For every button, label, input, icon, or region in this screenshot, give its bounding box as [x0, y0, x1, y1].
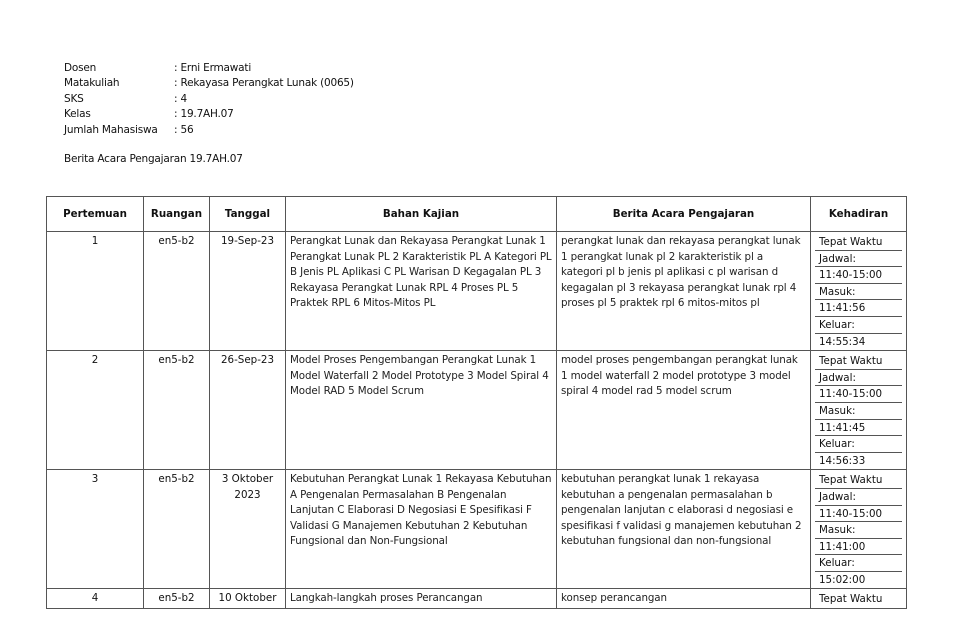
kehadiran-jadwal-value: 11:40-15:00: [815, 506, 902, 523]
cell-kehadiran: [811, 232, 907, 351]
jumlah-mahasiswa-label: Jumlah Mahasiswa: [64, 123, 158, 136]
header-kehadiran: Kehadiran: [811, 197, 907, 232]
cell-ruangan: en5-b2: [144, 470, 210, 589]
cell-ruangan: en5-b2: [144, 589, 210, 609]
header-tanggal: Tanggal: [210, 197, 286, 232]
table-header-row: [47, 197, 907, 232]
cell-bahan-kajian: Kebutuhan Perangkat Lunak 1 Rekayasa Kebutuhan A Pengenalan Permasalahan B Pengenalan Lanjutan C Elaborasi D Negosiasi E Spesifikasi F Validasi G Manajemen Kebutuhan 2 Kebutuhan Fungsional dan Non-Fungsional: [286, 470, 557, 589]
kehadiran-keluar-value: 14:56:33: [819, 454, 866, 467]
kehadiran-jadwal-value: 11:40-15:00: [815, 267, 902, 284]
cell-tanggal: 26-Sep-23: [210, 351, 286, 470]
jumlah-mahasiswa-value: : 56: [174, 123, 194, 136]
cell-berita-acara: model proses pengembangan perangkat lunak 1 model waterfall 2 model prototype 3 model spiral 4 model rad 5 model scrum: [557, 351, 811, 470]
info-dosen: [64, 61, 354, 76]
header-bahan-kajian: Bahan Kajian: [286, 197, 557, 232]
kehadiran-jadwal-label: Jadwal:: [815, 251, 902, 268]
kehadiran-jadwal-value: 11:40-15:00: [815, 386, 902, 403]
kehadiran-keluar-label: Keluar:: [815, 436, 902, 453]
kehadiran-jadwal-label: Jadwal:: [815, 370, 902, 387]
info-kelas: [64, 107, 354, 122]
sks-value: : 4: [174, 92, 187, 105]
course-info: [64, 61, 354, 138]
kehadiran-masuk-value: 11:41:45: [815, 420, 902, 437]
kehadiran-masuk-value: 11:41:00: [815, 539, 902, 556]
cell-pertemuan: 1: [47, 232, 144, 351]
kehadiran-keluar-value: 15:02:00: [819, 573, 866, 586]
cell-ruangan: en5-b2: [144, 232, 210, 351]
kehadiran-masuk-label: Masuk:: [815, 403, 902, 420]
attendance-table: [46, 196, 907, 609]
cell-bahan-kajian: Model Proses Pengembangan Perangkat Lunak 1 Model Waterfall 2 Model Prototype 3 Model Spiral 4 Model RAD 5 Model Scrum: [286, 351, 557, 470]
kehadiran-keluar-value: 14:55:34: [819, 335, 866, 348]
kehadiran-jadwal-label: Jadwal:: [815, 489, 902, 506]
cell-bahan-kajian: Perangkat Lunak dan Rekayasa Perangkat Lunak 1 Perangkat Lunak PL 2 Karakteristik PL A Kategori PL B Jenis PL Aplikasi C PL Warisan D Kegagalan PL 3 Rekayasa Perangkat Lunak RPL 4 Proses PL 5 Praktek RPL 6 Mitos-Mitos PL: [286, 232, 557, 351]
cell-tanggal: 10 Oktober: [210, 589, 286, 609]
cell-berita-acara: kebutuhan perangkat lunak 1 rekayasa kebutuhan a pengenalan permasalahan b pengenalan lanjutan c elaborasi d negosiasi e spesifikasi f validasi g manajemen kebutuhan 2 kebutuhan fungsional dan non-fungsional: [557, 470, 811, 589]
report-title: Berita Acara Pengajaran 19.7AH.07: [64, 153, 243, 165]
matakuliah-label: Matakuliah: [64, 77, 120, 90]
kehadiran-keluar-label: Keluar:: [815, 555, 902, 572]
table-row: [47, 351, 907, 470]
kelas-value: : 19.7AH.07: [174, 108, 234, 121]
cell-berita-acara: perangkat lunak dan rekayasa perangkat lunak 1 perangkat lunak pl 2 karakteristik pl a kategori pl b jenis pl aplikasi c pl warisan d kegagalan pl 3 rekayasa perangkat lunak rpl 4 proses pl 5 praktek rpl 6 mitos-mitos pl: [557, 232, 811, 351]
cell-kehadiran: [811, 470, 907, 589]
info-jumlah-mahasiswa: [64, 123, 354, 138]
header-pertemuan: Pertemuan: [47, 197, 144, 232]
cell-berita-acara: konsep perancangan: [557, 589, 811, 609]
header-berita-acara: Berita Acara Pengajaran: [557, 197, 811, 232]
kehadiran-status: Tepat Waktu: [815, 353, 902, 370]
dosen-label: Dosen: [64, 62, 97, 74]
kehadiran-status: Tepat Waktu: [815, 472, 902, 489]
info-matakuliah: [64, 76, 354, 91]
cell-pertemuan: 4: [47, 589, 144, 609]
kehadiran-status: Tepat Waktu: [819, 593, 883, 606]
cell-kehadiran: [811, 589, 907, 609]
sks-label: SKS: [64, 92, 84, 105]
cell-ruangan: en5-b2: [144, 351, 210, 470]
cell-tanggal: 19-Sep-23: [210, 232, 286, 351]
kehadiran-masuk-label: Masuk:: [815, 284, 902, 301]
cell-kehadiran: [811, 351, 907, 470]
table-row: [47, 470, 907, 589]
table-row: [47, 589, 907, 609]
cell-bahan-kajian: Langkah-langkah proses Perancangan: [286, 589, 557, 609]
kehadiran-masuk-value: 11:41:56: [815, 300, 902, 317]
cell-pertemuan: 2: [47, 351, 144, 470]
kehadiran-keluar-label: Keluar:: [815, 317, 902, 334]
table-row: [47, 232, 907, 351]
cell-pertemuan: 3: [47, 470, 144, 589]
kelas-label: Kelas: [64, 108, 91, 121]
header-ruangan: Ruangan: [144, 197, 210, 232]
kehadiran-masuk-label: Masuk:: [815, 522, 902, 539]
info-sks: [64, 92, 354, 107]
kehadiran-status: Tepat Waktu: [815, 234, 902, 251]
cell-tanggal: 3 Oktober 2023: [210, 470, 286, 589]
matakuliah-value: : Rekayasa Perangkat Lunak (0065): [174, 77, 354, 90]
dosen-value: : Erni Ermawati: [174, 62, 252, 74]
